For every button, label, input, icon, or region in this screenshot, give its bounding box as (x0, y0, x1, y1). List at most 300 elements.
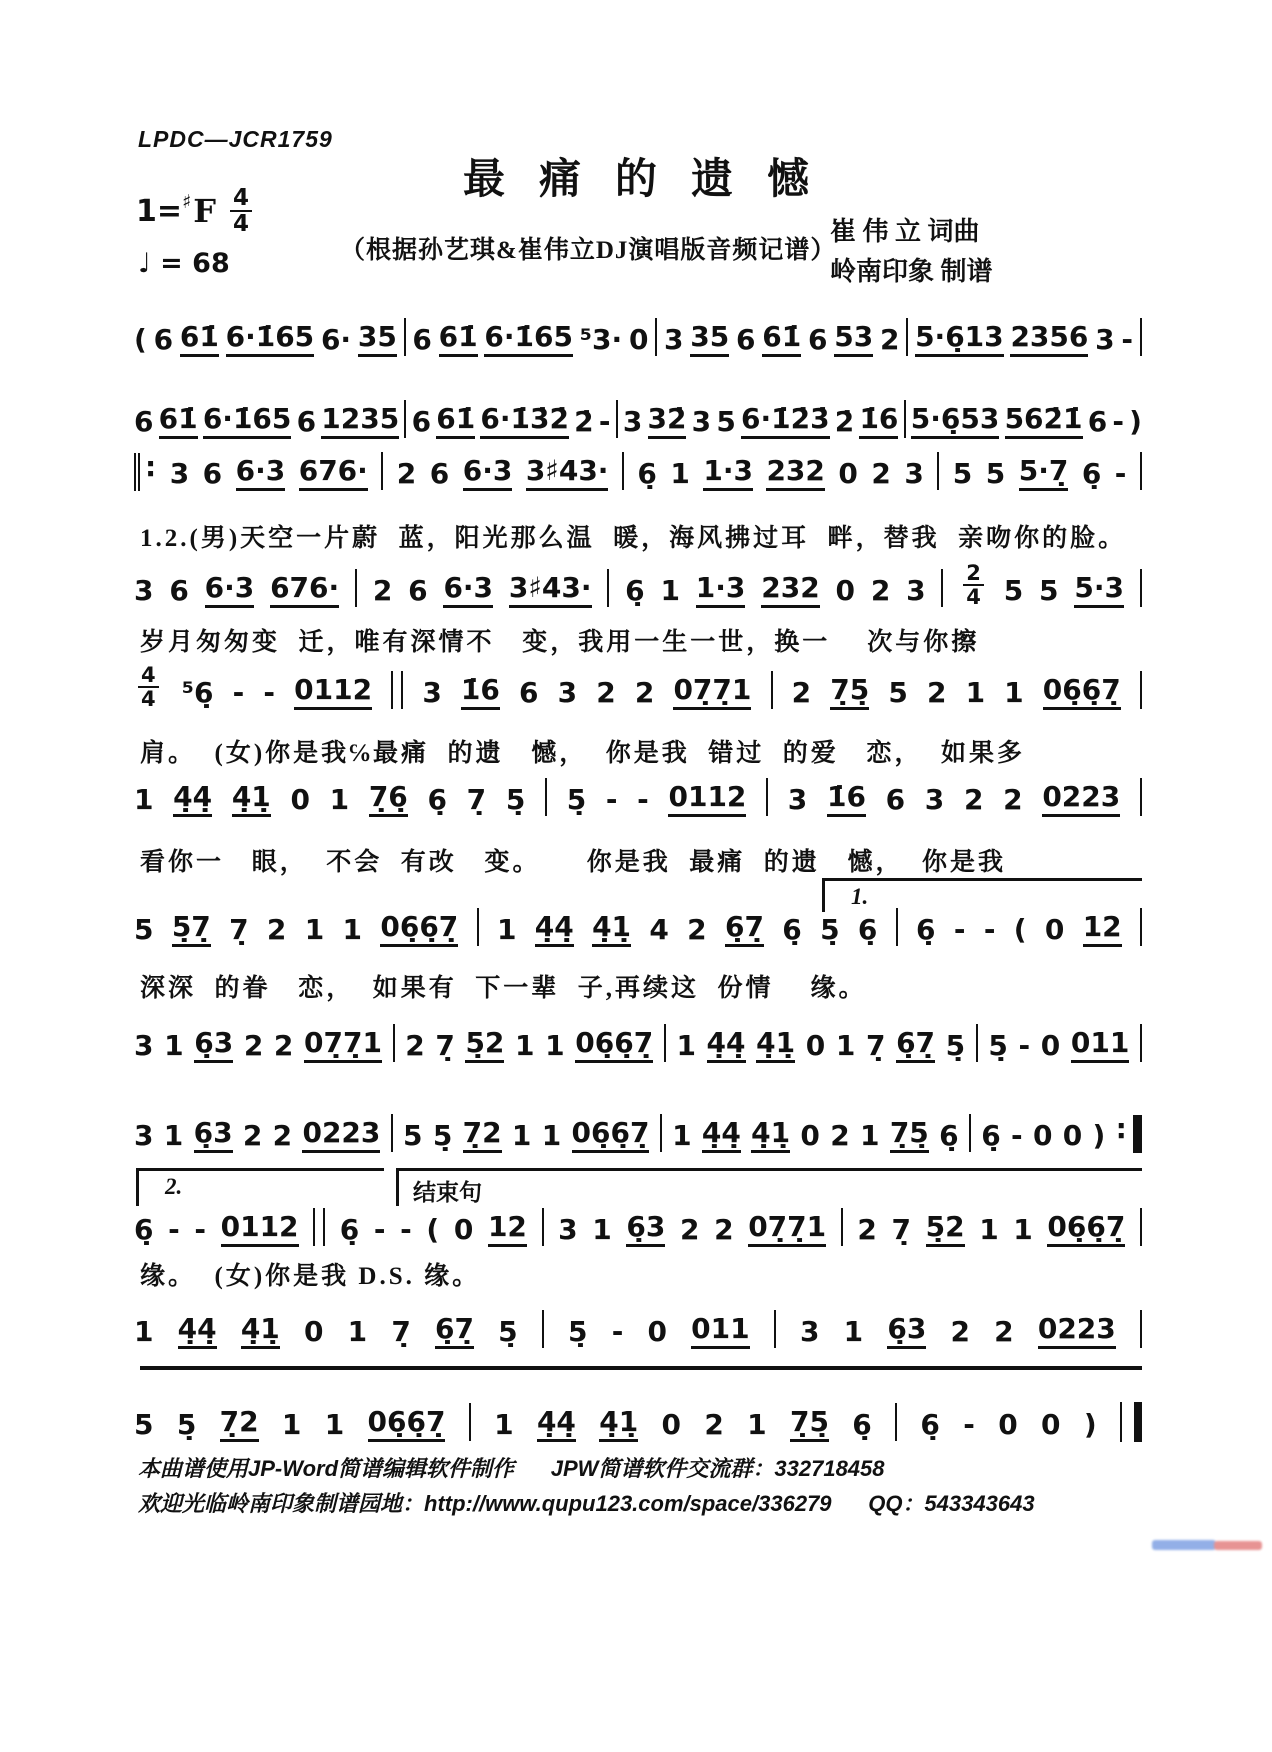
notation-line-8 (134, 1024, 1142, 1063)
note-group: 4̣4̣ (707, 1029, 746, 1063)
barline (1140, 452, 1142, 490)
note-group: 61̇ (436, 405, 475, 439)
note-group: 1 (134, 783, 154, 816)
barline (904, 400, 906, 438)
note-group: 2 (926, 676, 947, 710)
barline (895, 1403, 897, 1441)
lyrics-line-3: 肩。 (女)你是我℅最痛 的遗 憾， 你是我 错过 的爱 恋， 如果多 (140, 740, 1025, 767)
note-group: 1 (324, 1408, 345, 1441)
key-prefix: 1= (136, 193, 183, 229)
note-group: 6· (320, 323, 352, 356)
note-group: 1 (329, 783, 350, 816)
meter-denominator: 4 (232, 211, 249, 238)
note-group: 6̣7̣ (896, 1029, 935, 1063)
barline (1140, 908, 1142, 946)
note-group: 2 (242, 1119, 263, 1152)
note-group: 676· (299, 457, 368, 491)
note-group: 3 (134, 1029, 154, 1062)
note-group: 0 (805, 1029, 826, 1062)
note-group: 7̣2 (220, 1408, 259, 1442)
note-group: 0 (303, 1315, 324, 1348)
lyrics-line-4: 看你一 眼， 不会 有改 变。 你是我 最痛 的遗 憾， 你是我 (140, 849, 1007, 876)
note-group: 0223 (1042, 783, 1120, 817)
note-group: 5̣ (566, 783, 587, 816)
time-signature (230, 186, 252, 236)
note-group: 7̣ (229, 913, 249, 946)
note-group: 2 (963, 783, 984, 816)
lyrics-line-1: 1.2.(男)天空一片蔚 蓝，阳光那么温 暖，海风拂过耳 畔，替我 亲吻你的脸。 (140, 525, 1127, 552)
note-group: 1235 (321, 405, 399, 439)
note-group: 1 (515, 1029, 535, 1062)
note-group: 3 (906, 574, 926, 608)
note-group: 4̣4̣ (702, 1119, 741, 1153)
first-ending-bracket: 1. (822, 878, 1142, 912)
note-group: 5·7̣ (1019, 457, 1069, 491)
note-group: 676· (270, 574, 339, 608)
note-group: ) (1092, 1119, 1106, 1152)
barline (477, 908, 479, 946)
note-group: 1 (347, 1315, 368, 1348)
note-group: 5̣ (945, 1029, 966, 1062)
footer-software-credit: 本曲谱使用JP-Word简谱编辑软件制作 JPW简谱软件交流群：332718458 (138, 1456, 885, 1481)
note-group: 6̣7̣ (435, 1315, 474, 1349)
note-group: 1 (1013, 1213, 1033, 1246)
note-group: 3 (134, 1119, 154, 1152)
barline (941, 569, 943, 607)
note-group: 4̣4̣ (178, 1315, 217, 1349)
note-group: 5·6̣53 (911, 405, 1000, 439)
note-group: 1 (541, 1119, 562, 1152)
barline (622, 452, 624, 490)
barline (542, 1208, 544, 1246)
key-note: F (193, 192, 216, 231)
note-group: 06̣6̣7̣ (368, 1408, 446, 1442)
note-group: 1 (511, 1119, 532, 1152)
note-group: - (168, 1213, 180, 1246)
barline (906, 318, 908, 356)
note-group: 3♯43· (509, 574, 592, 608)
note-group: 61̇ (439, 323, 478, 357)
note-group: 4̣1̣ (756, 1029, 795, 1063)
barline (1140, 778, 1142, 816)
note-group: 1 (1004, 676, 1024, 710)
note-group: 2 (266, 913, 287, 946)
barline (1140, 1024, 1142, 1062)
corner-watermark (1152, 1538, 1264, 1554)
barline-dbar (313, 1208, 325, 1246)
barline (766, 778, 768, 816)
note-group: 1 (164, 1029, 184, 1062)
meter-numerator: 4 (230, 186, 252, 212)
note-group: 6 (408, 574, 428, 608)
barline (1140, 1310, 1142, 1348)
note-group: - (963, 1408, 975, 1441)
note-group: ) (1129, 405, 1142, 438)
note-group: 2 (880, 323, 900, 356)
note-group: 7̣5̣ (830, 676, 869, 710)
coda-section-label: 结束句 (396, 1168, 1142, 1206)
barline (545, 778, 547, 816)
note-group: 2 (687, 913, 707, 946)
note-group: 35 (358, 323, 397, 357)
note-group: 6 (411, 405, 432, 438)
note-group: 0 (800, 1119, 820, 1152)
note-group: 3 (169, 457, 190, 490)
note-group: 6·1̇65 (203, 405, 292, 439)
note-group: 3 (904, 457, 924, 490)
barline (381, 452, 383, 490)
footer-website-credit: 欢迎光临岭南印象制谱园地：http://www.qupu123.com/space/336279 QQ：543343643 (138, 1491, 1035, 1516)
note-group: 32̇ (648, 405, 687, 439)
note-group: 0 (647, 1315, 667, 1348)
note-group: 2 (830, 1119, 850, 1152)
note-group: - (953, 913, 966, 946)
note-group: - (637, 783, 649, 816)
credit-engraving: 岭南印象 制谱 (830, 257, 993, 286)
section-divider-line (140, 1366, 1142, 1370)
subtitle-source-note: （根据孙艺琪&崔伟立DJ演唱版音频记谱） (340, 237, 837, 264)
note-group: 0 (838, 457, 858, 490)
note-group: 1·3 (703, 457, 753, 491)
note-group: 1 (496, 913, 517, 946)
note-group: 06̣6̣7̣ (575, 1029, 653, 1063)
note-group: 0 (1032, 1119, 1053, 1152)
tempo-note-icon: ♩ (138, 248, 151, 279)
barline (771, 671, 773, 709)
note-group: 2 (704, 1408, 724, 1441)
note-group: - (1011, 1119, 1023, 1152)
note-group: 61̇ (180, 323, 219, 357)
note-group: - (1112, 405, 1124, 438)
note-group: 4̣4̣ (535, 913, 574, 947)
credit-words-music: 崔 伟 立 词曲 (830, 217, 980, 246)
note-group: 2 (950, 1315, 970, 1348)
note-group: 5̣2 (926, 1213, 965, 1247)
note-group: 4 (649, 913, 669, 946)
time-signature-change: 2 4 (963, 562, 984, 608)
note-group: 6̣ (1081, 457, 1102, 490)
note-group: - (598, 405, 611, 438)
note-group: 6̣ (857, 913, 878, 946)
catalog-number: LPDC—JCR1759 (138, 126, 333, 152)
note-group: 4̣1̣ (599, 1408, 638, 1442)
note-group: 1 (843, 1315, 864, 1348)
note-group: 3 (557, 676, 578, 710)
barline (655, 318, 657, 356)
note-group: 12 (1083, 913, 1122, 947)
page-title: 最痛的遗憾 (462, 157, 843, 203)
credits-block (830, 212, 1140, 292)
note-group: 06̣6̣7̣ (380, 913, 458, 947)
note-group: 0112 (294, 676, 372, 710)
note-group: 1̇6 (461, 676, 500, 710)
note-group: 3 (787, 783, 808, 816)
tempo-marking (138, 248, 230, 279)
key-signature (136, 186, 256, 236)
note-group: 1 (979, 1213, 999, 1246)
note-group: 35 (690, 323, 729, 357)
note-group: 4̣1̣ (241, 1315, 280, 1349)
lyrics-line-5: 深深 的眷 恋， 如果有 下一辈 子,再续这 份情 缘。 (140, 975, 867, 1002)
note-group: 6·1̇3̇2̇ (480, 405, 569, 439)
note-group: 6̣ (625, 574, 645, 608)
note-group: 07̣7̣1 (673, 676, 751, 710)
note-group: 0 (1040, 1029, 1061, 1062)
barline (393, 1024, 395, 1062)
barline (616, 400, 618, 438)
note-group: 3 (663, 323, 684, 356)
notation-line-5 (134, 664, 1142, 710)
note-group: 7̣ (435, 1029, 455, 1062)
note-group: 0112 (221, 1213, 299, 1247)
notation-line-1 (134, 318, 1142, 357)
note-group: 06̣6̣7̣ (1047, 1213, 1125, 1247)
note-group: 6̣7̣ (725, 913, 764, 947)
note-group: 7̣ (891, 1213, 911, 1246)
note-group: 6 (412, 323, 432, 356)
barline-fbar (1120, 1402, 1142, 1442)
note-group: 1 (860, 1119, 880, 1152)
barline (404, 318, 406, 356)
note-group: - (232, 676, 245, 710)
note-group: 2 (994, 1315, 1014, 1348)
note-group: 2 (273, 1029, 294, 1062)
note-group: 6̣ (427, 783, 447, 816)
note-group: 6·1̇65 (484, 323, 573, 357)
note-group: 6̣3 (887, 1315, 926, 1349)
note-group: 7̣ (466, 783, 487, 816)
note-group: 6 (202, 457, 223, 490)
note-group: 1̇6 (827, 783, 866, 817)
note-group: 2̇ (834, 405, 855, 438)
note-group: 6̣3 (194, 1029, 233, 1063)
note-group: 6·3 (443, 574, 493, 608)
note-group: 3 (558, 1213, 578, 1246)
note-group: 6 (736, 323, 756, 356)
time-signature-change: 4 4 (138, 664, 159, 710)
note-group: ) (1083, 1408, 1097, 1441)
second-ending-bracket: 2. (136, 1168, 384, 1206)
barline (774, 1310, 776, 1348)
barline (607, 569, 609, 607)
note-group: 5̣ (568, 1315, 588, 1348)
note-group: 1 (747, 1408, 767, 1441)
note-group: - (605, 783, 618, 816)
note-group: 6̣3 (626, 1213, 665, 1247)
note-group: 1 (672, 1119, 692, 1152)
barline (937, 452, 939, 490)
note-group: 6 (519, 676, 539, 710)
note-group: 4̣4̣ (173, 783, 212, 817)
barline (542, 1310, 544, 1348)
note-group: 6·1̇65 (226, 323, 315, 357)
note-group: 5·3 (1074, 574, 1124, 608)
note-group: 7̣5̣ (790, 1408, 829, 1442)
note-group: 4̣4̣ (537, 1408, 576, 1442)
note-group: 1 (545, 1029, 565, 1062)
note-group: ( (1013, 913, 1027, 946)
note-group: 6·3 (463, 457, 513, 491)
note-group: 0112 (668, 783, 746, 817)
note-group: 0 (290, 783, 310, 816)
note-group: 5̣ (820, 913, 840, 946)
note-group: 3 (691, 405, 712, 438)
note-group: 6̣ (339, 1213, 360, 1246)
tempo-value: = 68 (160, 248, 230, 279)
note-group: 2356 (1010, 323, 1088, 357)
notation-line-12 (134, 1402, 1142, 1442)
note-group: 0 (998, 1408, 1018, 1441)
note-group: 5̣7̣ (172, 913, 211, 947)
note-group: - (1018, 1029, 1031, 1062)
note-group: 011 (691, 1315, 749, 1349)
note-group: 2 (396, 457, 417, 490)
note-group: 2 (679, 1213, 700, 1246)
note-group: 6̣3 (194, 1119, 233, 1153)
barline (664, 1024, 666, 1062)
note-group: ⁵3· (579, 323, 623, 356)
note-group: 7̣ (865, 1029, 886, 1062)
note-group: 5 (134, 1408, 154, 1441)
note-group: 5 (1039, 574, 1059, 608)
note-group: 5 (1003, 574, 1024, 608)
barline (1140, 569, 1142, 607)
barline (355, 569, 357, 607)
barline-rstart: : (134, 453, 156, 491)
note-group: 2 (791, 676, 812, 710)
note-group: 5 (952, 457, 973, 490)
note-group: 1 (592, 1213, 612, 1246)
barline (1140, 671, 1142, 709)
barline (1140, 318, 1142, 356)
note-group: 1 (281, 1408, 302, 1441)
note-group: 5 (403, 1119, 423, 1152)
lyrics-line-6: 缘。 (女)你是我 D.S. 缘。 (140, 1263, 481, 1290)
note-group: 0 (835, 574, 855, 608)
note-group: 2 (272, 1119, 293, 1152)
note-group: 6·3 (236, 457, 286, 491)
note-group: 6·3 (205, 574, 255, 608)
note-group: 2 (596, 676, 616, 710)
note-group: 61̇ (159, 405, 198, 439)
barline (841, 1208, 843, 1246)
note-group: 2 (1003, 783, 1023, 816)
notation-line-3 (134, 452, 1142, 491)
note-group: 5 (716, 405, 736, 438)
note-group: 3 (800, 1315, 820, 1348)
note-group: 7̣6̣ (369, 783, 408, 817)
note-group: 5̣ (505, 783, 526, 816)
note-group: 1 (660, 574, 680, 608)
note-group: 1 (494, 1408, 514, 1441)
note-group: 1 (342, 913, 363, 946)
note-group: 6̣ (981, 1119, 1001, 1152)
note-group: 6̣ (920, 1408, 940, 1441)
note-group: 0 (1044, 913, 1065, 946)
barline-dbar (391, 671, 403, 709)
note-group: 2 (870, 574, 891, 608)
barline (976, 1024, 978, 1062)
barline (896, 908, 898, 946)
note-group: 0223 (1038, 1315, 1116, 1349)
note-group: 3 (622, 405, 643, 438)
note-group: 6 (153, 323, 174, 356)
note-group: 2̇ (574, 405, 594, 438)
note-group: - (1121, 323, 1134, 356)
note-group: 232 (766, 457, 824, 491)
note-group: 6·1̇2̇3̇ (741, 405, 830, 439)
barline (660, 1114, 662, 1152)
note-group: 0 (453, 1213, 474, 1246)
note-group: 5 (985, 457, 1006, 490)
note-group: 562̇1̇ (1005, 405, 1083, 439)
lyrics-line-2: 岁月匆匆变 迁，唯有深情不 变，我用一生一世，换一 次与你擦 (140, 629, 980, 656)
note-group: 61̇ (762, 323, 801, 357)
note-group: - (611, 1315, 624, 1348)
note-group: - (373, 1213, 386, 1246)
note-group: 2 (243, 1029, 264, 1062)
note-group: 4̣1̣ (232, 783, 271, 817)
note-group: ( (426, 1213, 440, 1246)
note-group: 6 (885, 783, 906, 816)
barline (391, 1114, 393, 1152)
note-group: 1 (134, 1315, 154, 1348)
note-group: 2 (372, 574, 393, 608)
note-group: 3 (1095, 323, 1115, 356)
note-group: 1 (304, 913, 325, 946)
note-group: 1 (670, 457, 690, 490)
note-group: 5̣ (988, 1029, 1008, 1062)
note-group: 2 (857, 1213, 877, 1246)
note-group: 5 (888, 676, 908, 710)
barline (969, 1114, 971, 1152)
note-group: 5̣2 (465, 1029, 504, 1063)
note-group: 5̣ (498, 1315, 518, 1348)
notation-line-9 (134, 1114, 1142, 1153)
note-group: 2 (634, 676, 655, 710)
note-group: 4̣1̣ (592, 913, 631, 947)
note-group: 6 (1087, 405, 1108, 438)
note-group: - (263, 676, 275, 710)
note-group: 6̣ (637, 457, 657, 490)
notation-line-4 (134, 562, 1142, 608)
note-group: - (983, 913, 996, 946)
note-group: ( (134, 323, 147, 356)
note-group: 3 (924, 783, 945, 816)
note-group: 2 (714, 1213, 734, 1246)
note-group: - (1114, 457, 1127, 490)
note-group: 0 (1041, 1408, 1061, 1441)
note-group: 3 (422, 676, 442, 710)
note-group: 7̣5̣ (890, 1119, 929, 1153)
note-group: 5·6̣13 (915, 323, 1004, 357)
notation-line-10 (134, 1208, 1142, 1247)
note-group: 6 (296, 405, 317, 438)
note-group: 53 (834, 323, 873, 357)
note-group: 6 (808, 323, 828, 356)
note-group: 6 (169, 574, 189, 608)
sharp-accidental: ♯ (182, 191, 192, 214)
note-group: 06̣6̣7̣ (572, 1119, 650, 1153)
note-group: 4̣1̣ (751, 1119, 790, 1153)
note-group: 1 (835, 1029, 856, 1062)
note-group: 0223 (302, 1119, 380, 1153)
note-group: 07̣7̣1 (748, 1213, 826, 1247)
note-group: 06̣6̣7̣ (1043, 676, 1121, 710)
barline (469, 1403, 471, 1441)
note-group: - (400, 1213, 412, 1246)
note-group: 0 (661, 1408, 682, 1441)
